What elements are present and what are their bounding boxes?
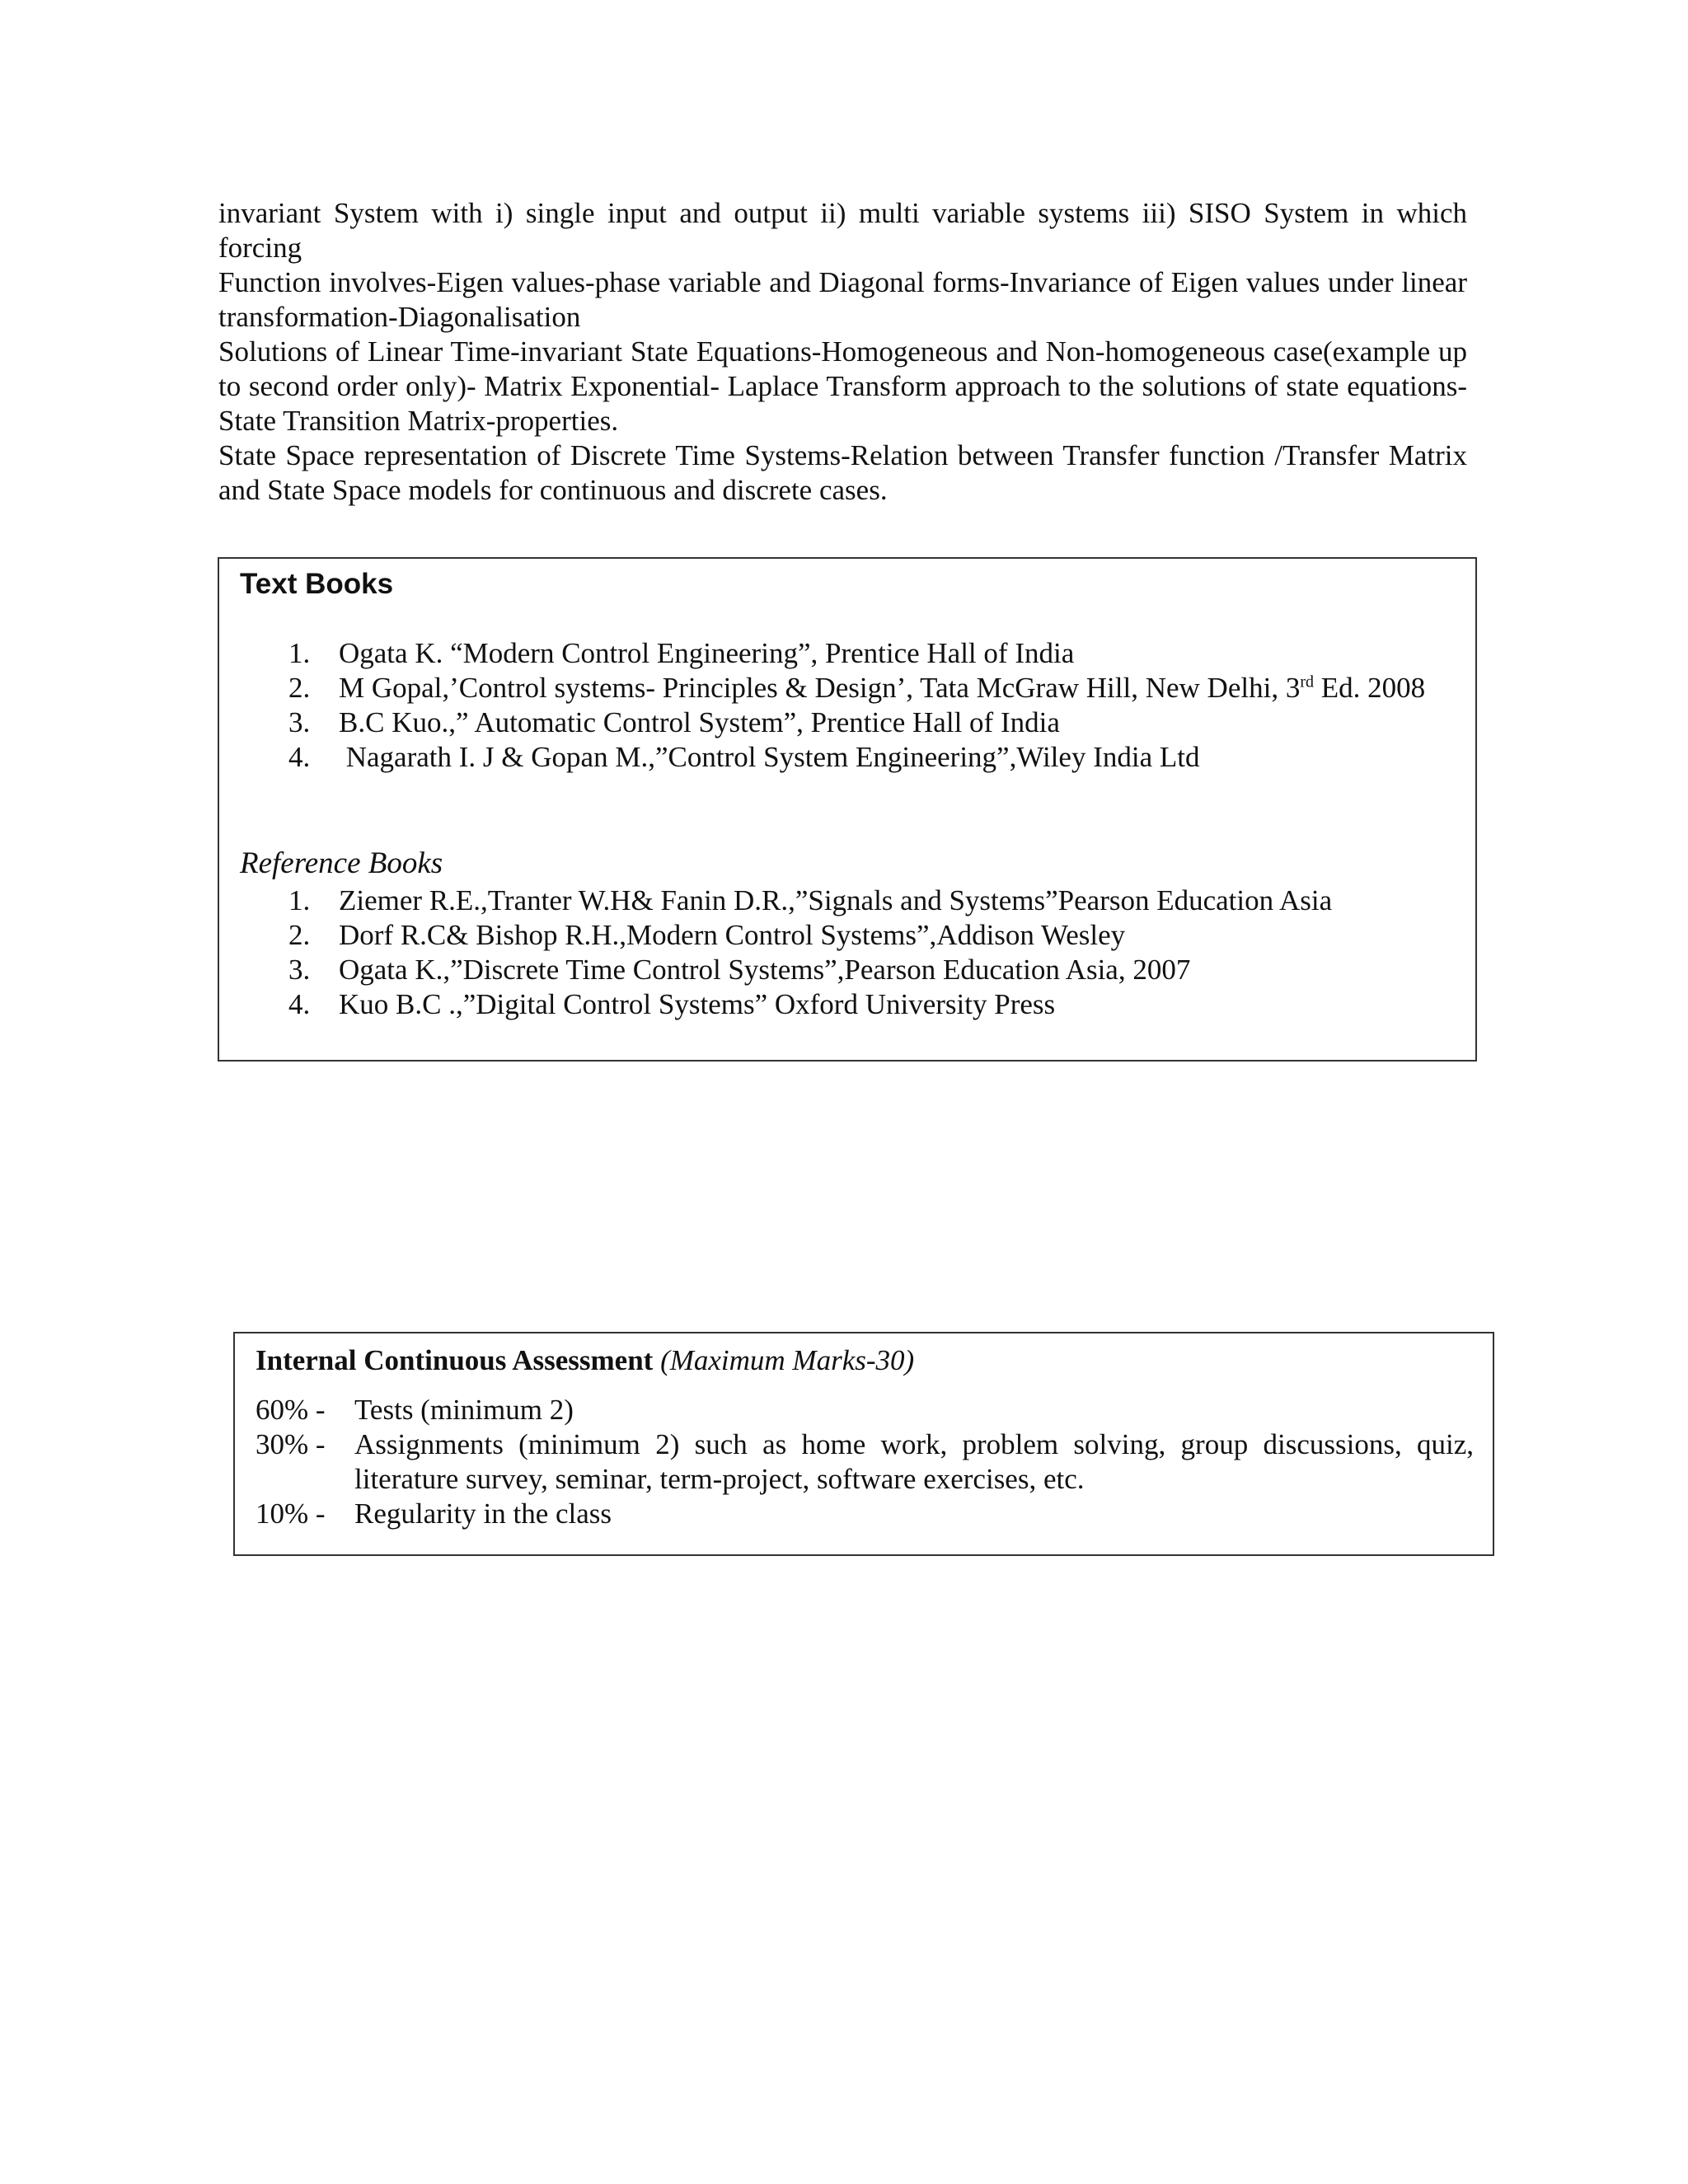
- text-books-list: [219, 636, 1431, 775]
- item-number: 4.: [288, 741, 311, 773]
- assessment-title: [256, 1343, 914, 1378]
- book-citation: Nagarath I. J & Gopan M.,”Control System Engineering”,Wiley India Ltd: [339, 741, 1200, 773]
- assessment-max-marks: (Maximum Marks-30): [660, 1344, 915, 1376]
- syllabus-paragraph: Function involves-Eigen values-phase variable and Diagonal forms-Invariance of Eigen values under linear transformation-Diagonalisation: [218, 266, 1467, 333]
- book-citation: Ziemer R.E.,Tranter W.H& Fanin D.R.,”Signals and Systems”Pearson Education Asia: [339, 884, 1333, 916]
- book-citation: Ogata K. “Modern Control Engineering”, Prentice Hall of India: [339, 637, 1075, 669]
- item-number: 3.: [288, 706, 311, 738]
- list-item: [219, 705, 1431, 740]
- ordinal-superscript: rd: [1300, 673, 1314, 691]
- assessment-component: Assignments (minimum 2) such as home work, problem solving, group discussions, quiz, literature survey, seminar, term-project, software exercises, etc.: [354, 1428, 1474, 1495]
- list-item: [219, 883, 1431, 918]
- syllabus-text: [218, 196, 1467, 508]
- weight-percentage: 60% -: [256, 1394, 326, 1426]
- list-item: [256, 1393, 1474, 1427]
- text-books-heading: Text Books: [240, 568, 394, 600]
- reference-books-heading: Reference Books: [240, 846, 443, 880]
- book-citation: Dorf R.C& Bishop R.H.,Modern Control Systems”,Addison Wesley: [339, 919, 1126, 951]
- assessment-box: [233, 1332, 1494, 1556]
- weight-percentage: 30% -: [256, 1428, 326, 1460]
- book-citation-end: Ed. 2008: [1314, 672, 1426, 704]
- list-item: [219, 740, 1431, 775]
- list-item: [219, 671, 1431, 705]
- item-number: 3.: [288, 954, 311, 986]
- books-box: [218, 557, 1477, 1062]
- syllabus-paragraph: State Space representation of Discrete Time Systems-Relation between Transfer function /Transfer Matrix and State Space models for continuous and discrete cases.: [218, 439, 1467, 506]
- item-number: 1.: [288, 884, 311, 916]
- list-item: [219, 636, 1431, 671]
- book-citation: Ogata K.,”Discrete Time Control Systems”,Pearson Education Asia, 2007: [339, 954, 1191, 986]
- assessment-heading: Internal Continuous Assessment: [256, 1344, 654, 1376]
- item-number: 2.: [288, 919, 311, 951]
- list-item: [256, 1497, 1474, 1531]
- syllabus-paragraph: Solutions of Linear Time-invariant State Equations-Homogeneous and Non-homogeneous case(example up to second order only)- Matrix Exponential- Laplace Transform approach to the solutions of state equations-State Transition Matrix-properties.: [218, 335, 1467, 437]
- list-item: [219, 918, 1431, 953]
- book-citation: Kuo B.C .,”Digital Control Systems” Oxford University Press: [339, 988, 1056, 1020]
- book-citation: M Gopal,’Control systems- Principles & Design’, Tata McGraw Hill, New Delhi, 3: [339, 672, 1301, 704]
- assessment-list: [256, 1393, 1474, 1531]
- reference-books-list: [219, 883, 1431, 1022]
- list-item: [219, 987, 1431, 1022]
- weight-percentage: 10% -: [256, 1497, 326, 1530]
- book-citation: B.C Kuo.,” Automatic Control System”, Prentice Hall of India: [339, 706, 1060, 738]
- item-number: 4.: [288, 988, 311, 1020]
- assessment-component: Regularity in the class: [354, 1497, 612, 1530]
- assessment-component: Tests (minimum 2): [354, 1394, 574, 1426]
- syllabus-paragraph: invariant System with i) single input and output ii) multi variable systems iii) SISO System in which forcing: [218, 197, 1467, 264]
- list-item: [256, 1427, 1474, 1497]
- item-number: 2.: [288, 672, 311, 704]
- item-number: 1.: [288, 637, 311, 669]
- list-item: [219, 953, 1431, 987]
